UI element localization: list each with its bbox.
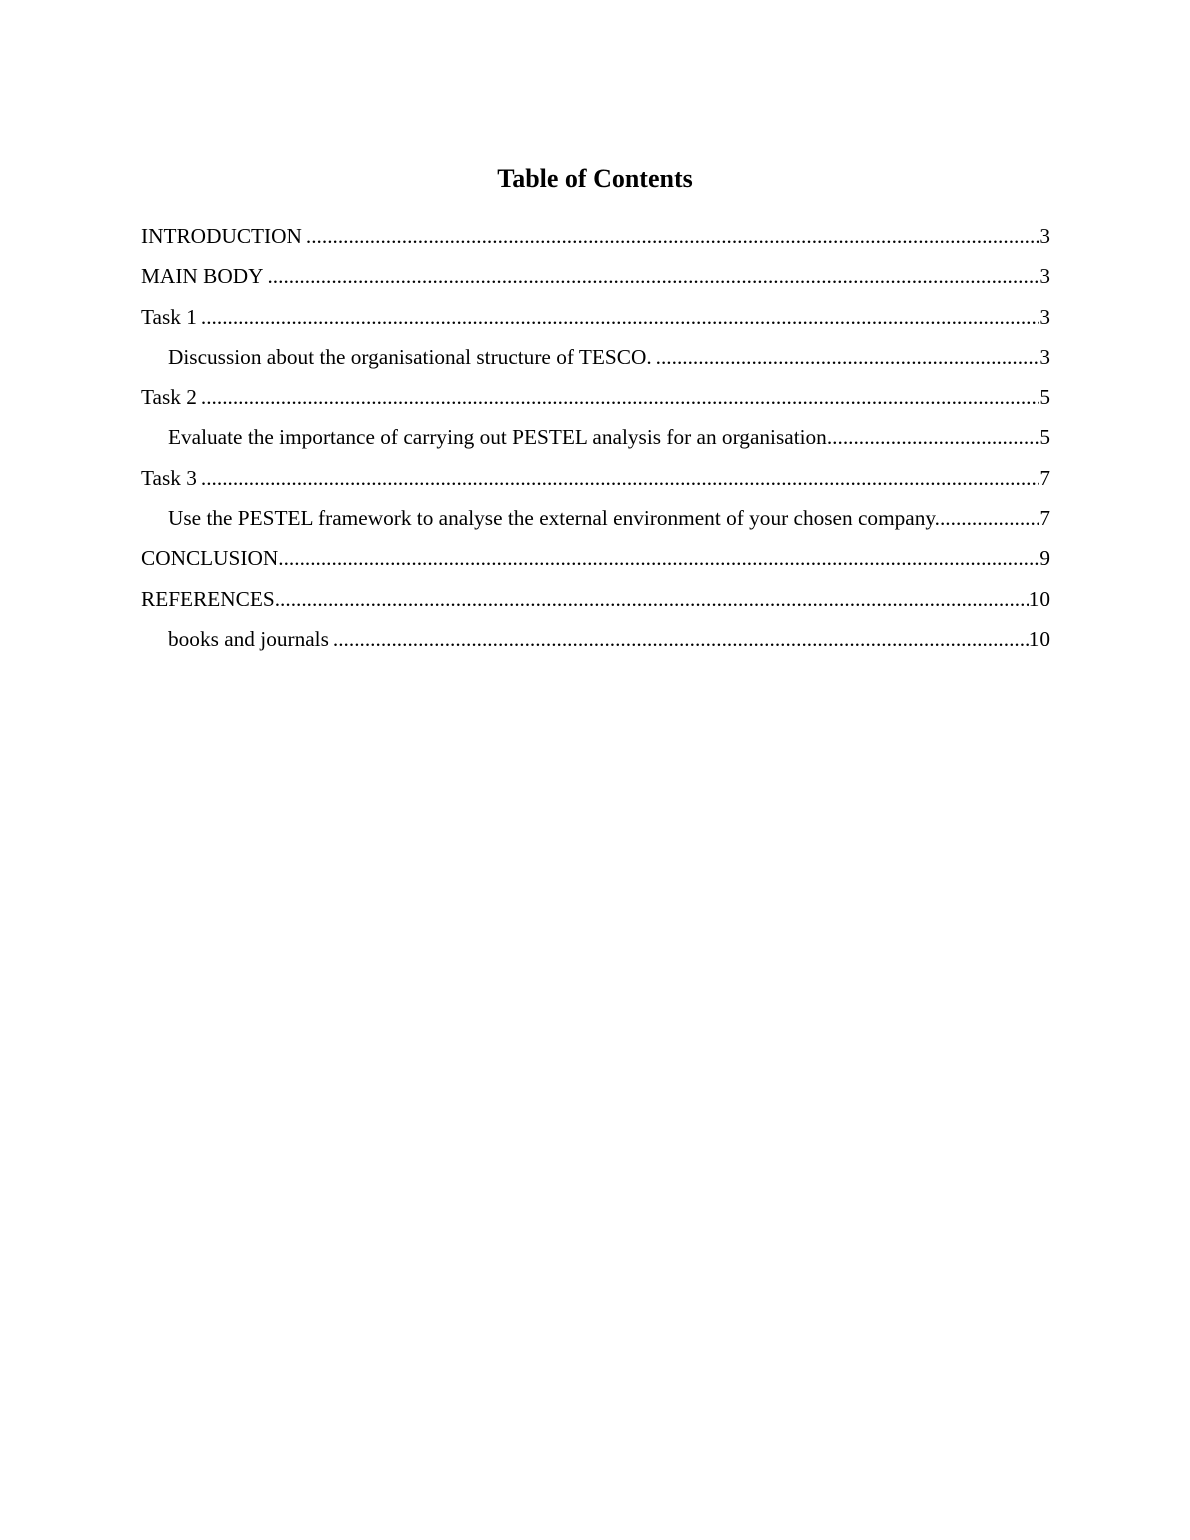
toc-entry-main-body[interactable] xyxy=(141,260,1050,300)
toc-entry-page-number: 5 xyxy=(1039,425,1050,450)
toc-leader-dots xyxy=(827,421,1040,453)
toc-leader-dots xyxy=(267,260,1039,292)
toc-leader-dots xyxy=(201,462,1039,494)
toc-entry-task-1[interactable] xyxy=(141,301,1050,341)
toc-entry-label: MAIN BODY xyxy=(141,264,264,289)
toc-leader-dots xyxy=(275,583,1029,615)
toc-entry-page-number: 10 xyxy=(1028,626,1050,651)
toc-entry-introduction[interactable] xyxy=(141,220,1050,260)
toc-entry-label: books and journals xyxy=(168,626,329,651)
toc-leader-dots xyxy=(940,502,1039,534)
toc-entry-conclusion[interactable] xyxy=(141,542,1050,582)
toc-entry-label: INTRODUCTION xyxy=(141,224,302,248)
toc-entry-label: Task 1 xyxy=(141,304,197,329)
toc-entry-organisational-structure[interactable] xyxy=(141,341,1050,381)
toc-entry-books-and-journals[interactable] xyxy=(141,623,1050,663)
toc-entry-page-number: 3 xyxy=(1039,224,1050,248)
toc-entry-task-2[interactable] xyxy=(141,381,1050,421)
toc-entry-page-number: 3 xyxy=(1039,304,1050,329)
toc-leader-dots xyxy=(306,220,1039,252)
toc-entry-pestel-importance[interactable] xyxy=(141,421,1050,461)
toc-leader-dots xyxy=(201,381,1039,413)
toc-entry-label: Use the PESTEL framework to analyse the external environment of your chosen company. xyxy=(168,506,940,531)
toc-entry-page-number: 3 xyxy=(1039,264,1050,289)
toc-entry-page-number: 7 xyxy=(1039,465,1050,490)
toc-leader-dots xyxy=(333,623,1029,655)
toc-leader-dots xyxy=(656,341,1040,373)
toc-entry-task-3[interactable] xyxy=(141,462,1050,502)
toc-entry-label: Discussion about the organisational structure of TESCO. xyxy=(168,344,652,369)
toc-entry-references[interactable] xyxy=(141,583,1050,623)
toc-list xyxy=(141,220,1050,663)
toc-entry-label: Task 2 xyxy=(141,385,197,410)
toc-entry-label: Task 3 xyxy=(141,465,197,490)
toc-entry-label: REFERENCES xyxy=(141,586,275,611)
toc-entry-pestel-framework[interactable] xyxy=(141,502,1050,542)
toc-entry-page-number: 7 xyxy=(1039,506,1050,531)
toc-entry-page-number: 5 xyxy=(1039,385,1050,410)
toc-entry-label: CONCLUSION xyxy=(141,546,279,571)
toc-title: Table of Contents xyxy=(497,164,693,193)
toc-entry-page-number: 9 xyxy=(1039,546,1050,571)
toc-leader-dots xyxy=(278,542,1039,574)
toc-entry-label: Evaluate the importance of carrying out PESTEL analysis for an organisation xyxy=(168,425,827,450)
toc-entry-page-number: 10 xyxy=(1028,586,1050,611)
toc-entry-page-number: 3 xyxy=(1039,344,1050,369)
toc-leader-dots xyxy=(201,301,1039,333)
